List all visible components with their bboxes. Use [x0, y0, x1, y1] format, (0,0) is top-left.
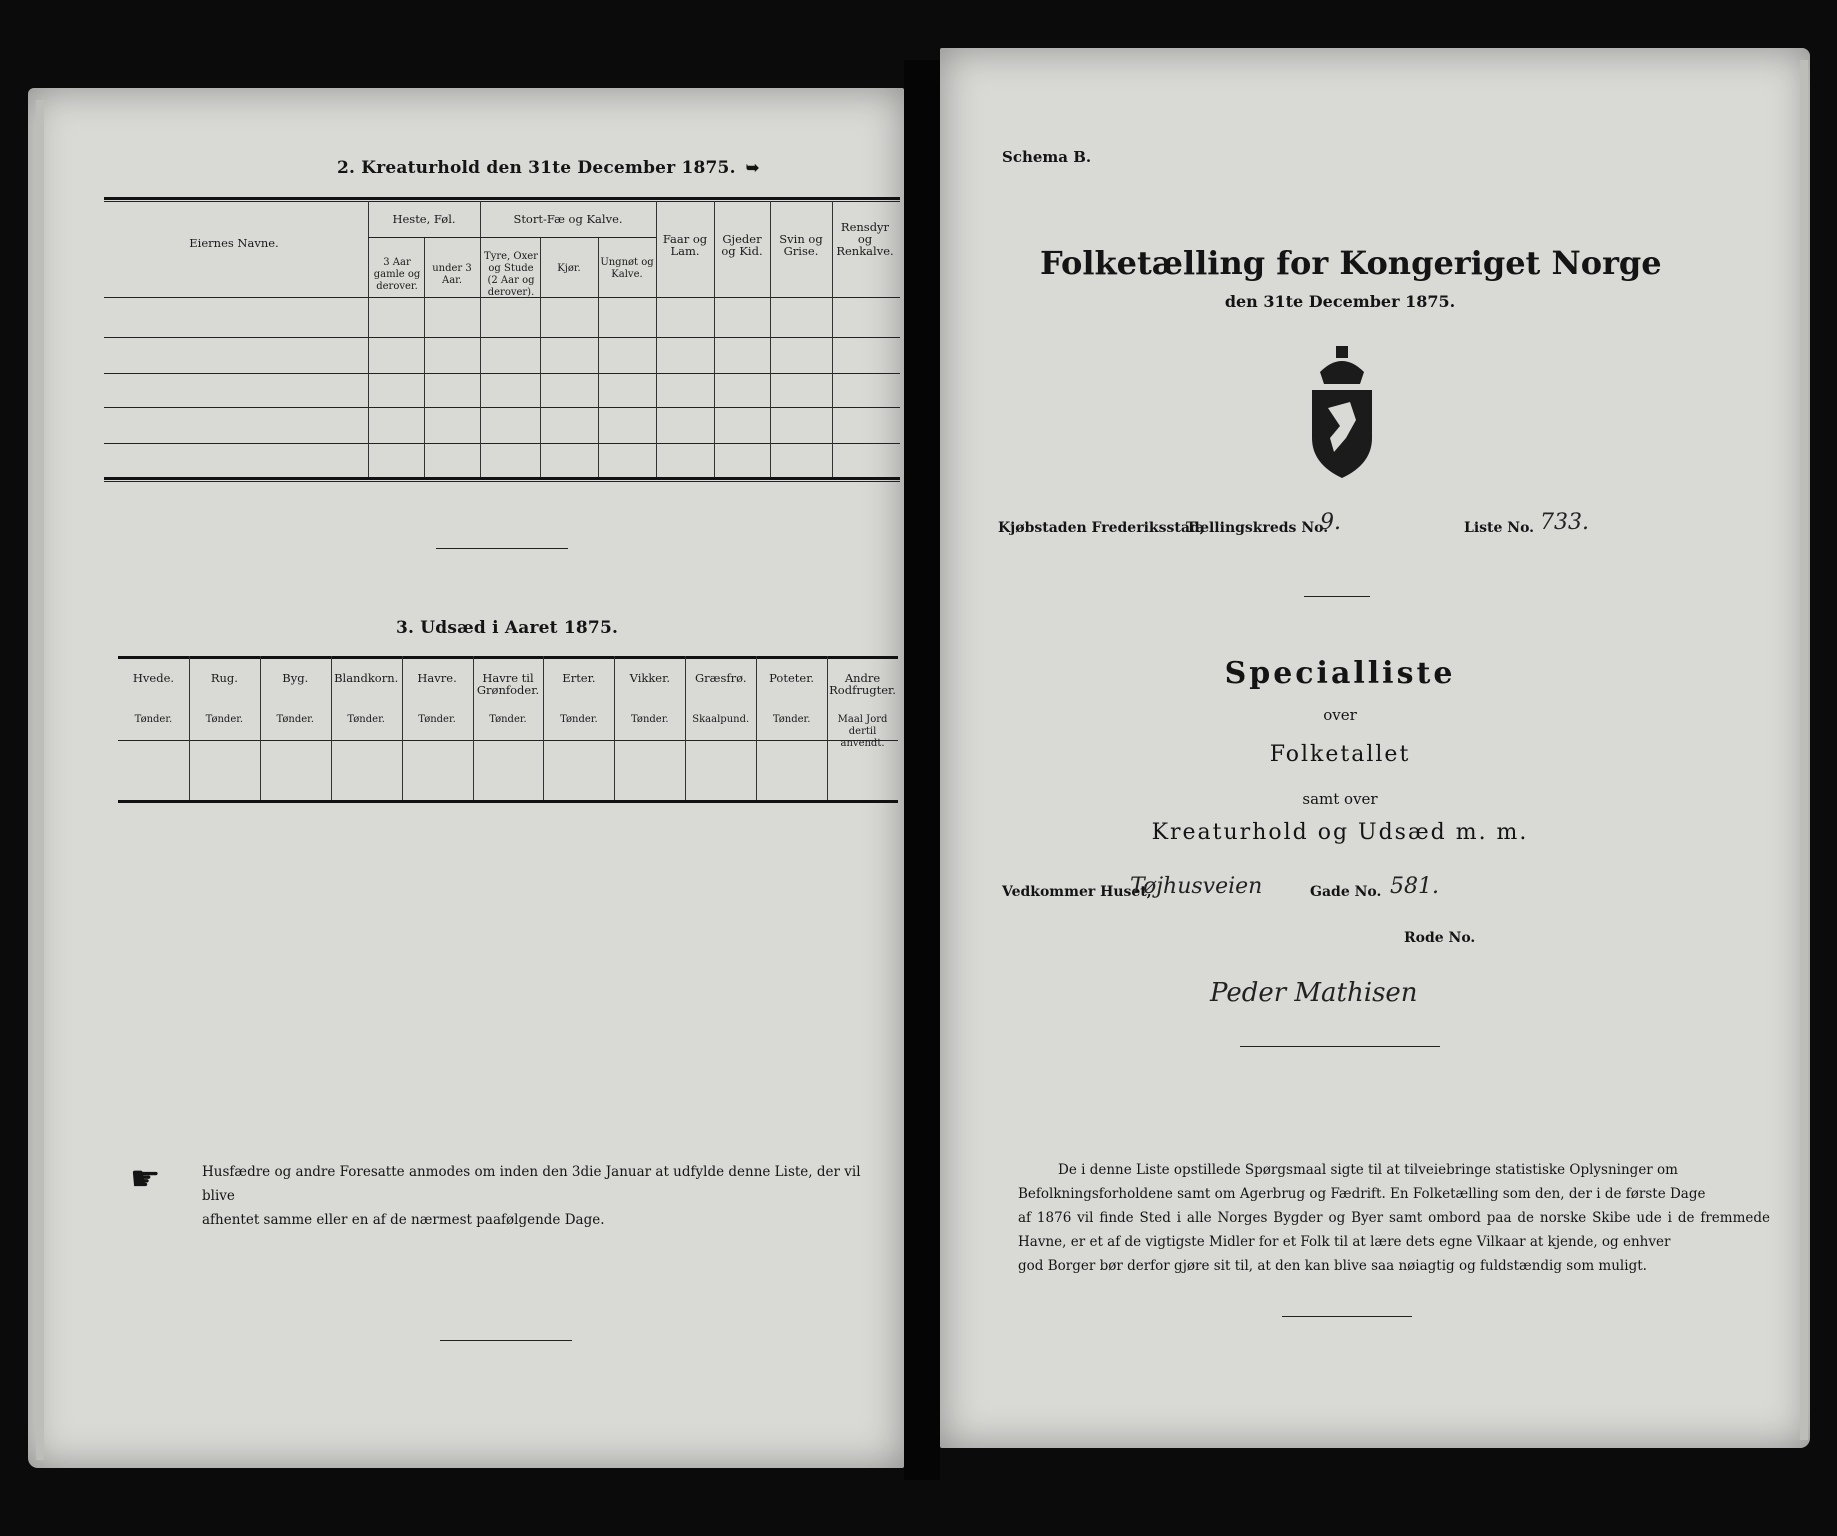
gade-label: Gade No. [1310, 884, 1382, 900]
bottom-rule-left [440, 1340, 572, 1341]
norway-coat-of-arms-icon [1290, 342, 1394, 482]
seed-col-name: Erter. [562, 671, 596, 685]
schema-label: Schema B. [1002, 148, 1092, 166]
samt-over-word: samt over [1302, 790, 1378, 808]
col-cows: Kjør. [557, 263, 581, 274]
seed-col-unit: Tønder. [134, 714, 173, 725]
para-line-4: god Borger bør derfor gjøre sit til, at den kan blive saa nøiagtig og fuldstændig som muligt. [1018, 1258, 1647, 1274]
notice-line-1: Husfædre og andre Foresatte anmodes om inden den 3die Januar at udfylde denne Liste, der vil blive [202, 1164, 861, 1204]
col-horses-group: Heste, Føl. [392, 212, 456, 226]
col-reindeer: Rensdyr og Renkalve. [836, 220, 894, 258]
signature-rule [1240, 1046, 1440, 1047]
liste-label: Liste No. [1464, 520, 1535, 536]
over-word-1: over [1323, 706, 1357, 724]
pointing-hand-icon: ☛ [130, 1159, 161, 1199]
seed-col-unit: Tønder. [772, 714, 811, 725]
explanation-paragraph [1018, 1158, 1770, 1278]
seed-col-name: Havre. [417, 671, 457, 685]
seed-col-unit: Maal Jord dertil anvendt. [837, 714, 888, 749]
seed-col-name: Byg. [282, 671, 309, 685]
seed-col-name: Græsfrø. [694, 671, 747, 685]
liste-number: 733. [1540, 510, 1589, 535]
short-rule [1304, 596, 1370, 597]
seed-col-unit: Skaalpund. [692, 714, 750, 725]
vedkommer-label: Vedkommer Huset, [1002, 884, 1152, 900]
main-subtitle: den 31te December 1875. [1224, 292, 1456, 311]
section3-heading: 3. Udsæd i Aaret 1875. [396, 618, 619, 638]
house-number: 581. [1390, 874, 1439, 899]
kreaturhold-line: Kreaturhold og Udsæd m. m. [1151, 820, 1529, 845]
col-horses-3plus: 3 Aar gamle og derover. [373, 257, 421, 292]
seed-col-name: Blandkorn. [334, 671, 399, 685]
seed-col-name: Vikker. [629, 671, 671, 685]
divider-rule [436, 548, 568, 549]
seed-table [118, 656, 898, 806]
bottom-rule-right [1282, 1316, 1412, 1317]
col-horses-under3: under 3 Aar. [432, 263, 472, 286]
pencil-mark-icon: ➥ [745, 158, 760, 177]
signature: Peder Mathisen [1210, 978, 1418, 1008]
col-sheep: Faar og Lam. [662, 232, 708, 258]
para-line-2: Befolkningsforholdene samt om Agerbrug og Fædrift. En Folketælling som den, der i de første Dage [1018, 1186, 1706, 1202]
para-line-3: af 1876 vil finde Sted i alle Norges Bygder og Byer samt ombord paa de norske Skibe ude i de fremmede Havne, er et af de vigtigste Midler for et Folk til at lære dets egne Vilkaar at kjende, og enhver [1018, 1210, 1770, 1250]
right-page-edge [1800, 60, 1808, 1440]
seed-col-unit: Tønder. [205, 714, 244, 725]
seed-col-name: Rug. [210, 671, 238, 685]
left-page-edge [36, 100, 44, 1460]
seed-col-unit: Tønder. [489, 714, 527, 725]
main-title: Folketælling for Kongeriget Norge [1040, 244, 1662, 282]
seed-col-unit: Tønder. [276, 714, 315, 725]
seed-col-unit: Tønder. [418, 714, 456, 725]
section2-heading: 2. Kreaturhold den 31te December 1875. ➥ [337, 158, 760, 178]
col-bulls: Tyre, Oxer og Stude (2 Aar og derover). [484, 251, 538, 298]
notice-line-2: afhentet samme eller en af de nærmest paafølgende Dage. [202, 1212, 605, 1228]
notice-text [202, 1160, 882, 1232]
seed-col-unit: Tønder. [560, 714, 598, 725]
col-owner-names: Eiernes Navne. [189, 236, 279, 250]
col-pigs: Svin og Grise. [779, 232, 823, 258]
kreds-label: Tællingskreds No. [1186, 520, 1329, 536]
rode-label: Rode No. [1404, 930, 1476, 946]
seed-col-name: Andre Rodfrugter. [829, 671, 896, 697]
kreds-number: 9. [1320, 510, 1341, 535]
livestock-table [104, 197, 900, 487]
seed-col-name: Havre til Grønfoder. [476, 671, 540, 697]
col-cattle-group: Stort-Fæ og Kalve. [513, 212, 623, 226]
seed-col-unit: Tønder. [631, 714, 669, 725]
para-line-1: De i denne Liste opstillede Spørgsmaal sigte til at tilveiebringe statistiske Oplysninger om [1058, 1162, 1678, 1178]
seed-col-name: Poteter. [769, 671, 815, 685]
street-name: Tøjhusveien [1130, 874, 1263, 899]
col-young-cattle: Ungnøt og Kalve. [600, 257, 654, 280]
seed-col-unit: Tønder. [347, 714, 385, 725]
folketallet-word: Folketallet [1269, 742, 1411, 767]
seed-col-name: Hvede. [132, 671, 175, 685]
kjobstad-label: Kjøbstaden Frederiksstad, [998, 520, 1205, 536]
col-goats: Gjeder og Kid. [721, 232, 763, 258]
book-spine [904, 60, 940, 1480]
specialliste-title: Specialliste [1224, 656, 1456, 691]
